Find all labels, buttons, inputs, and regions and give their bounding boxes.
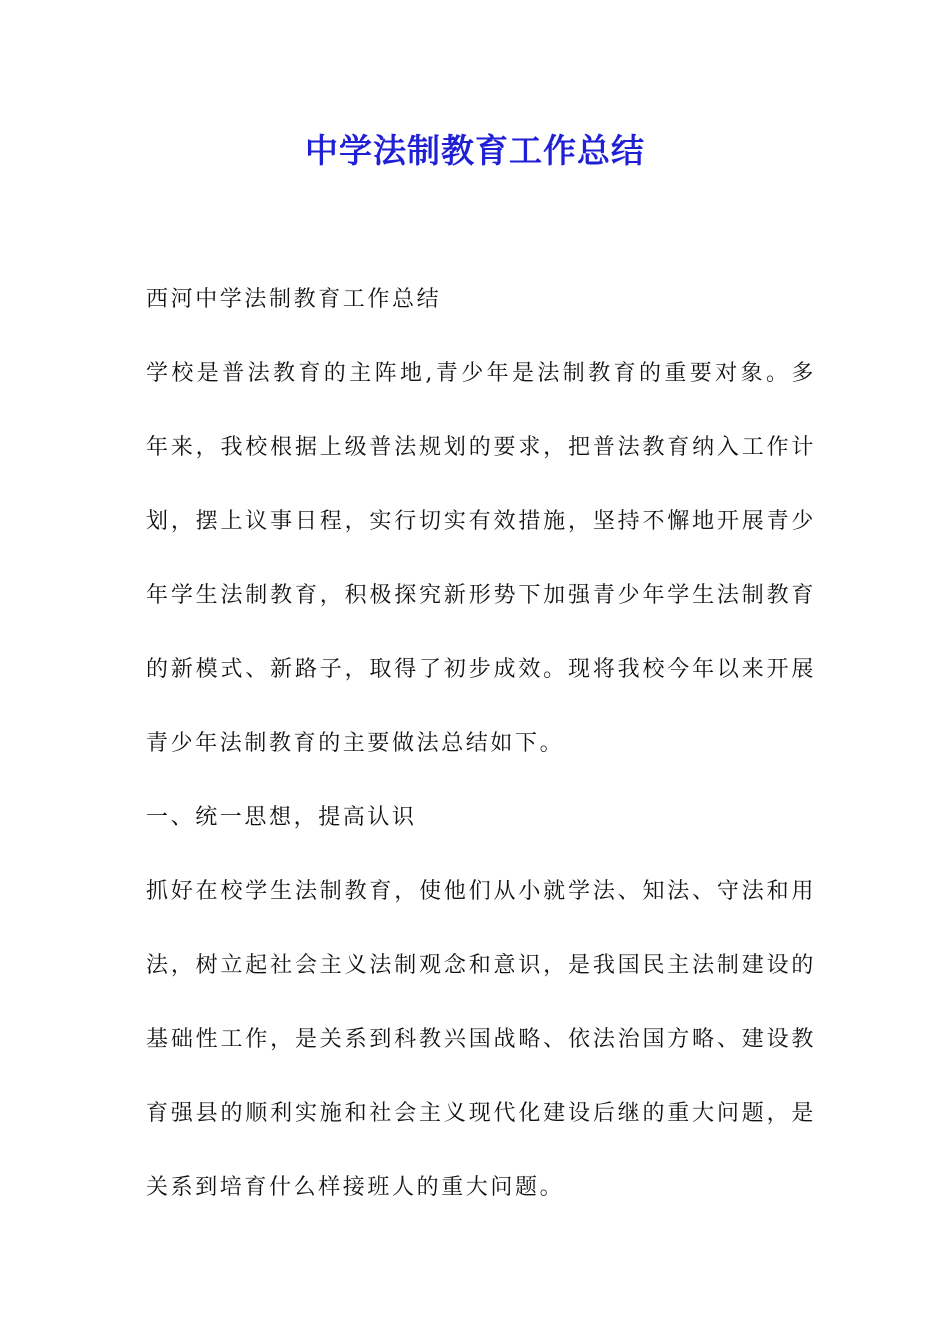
document-subtitle: 西河中学法制教育工作总结 (146, 287, 442, 312)
document-body (146, 263, 816, 1225)
paragraph-section-1: 抓好在校学生法制教育，使他们从小就学法、知法、守法和用法，树立起社会主义法制观念和意识，是我国民主法制建设的基础性工作，是关系到科教兴国战略、依法治国方略、建设教育强县的顺利实施和社会主义现代化建设后继的重大问题，是关系到培育什么样接班人的重大问题。 (146, 879, 816, 1200)
section-heading-1: 一、统一思想，提高认识 (146, 805, 417, 830)
paragraph-intro: 学校是普法教育的主阵地,青少年是法制教育的重要对象。多年来，我校根据上级普法规划的要求，把普法教育纳入工作计划，摆上议事日程，实行切实有效措施，坚持不懈地开展青少年学生法制教育，积极探究新形势下加强青少年学生法制教育的新模式、新路子，取得了初步成效。现将我校今年以来开展青少年法制教育的主要做法总结如下。 (146, 361, 816, 756)
document-title: 中学法制教育工作总结 (305, 131, 645, 170)
